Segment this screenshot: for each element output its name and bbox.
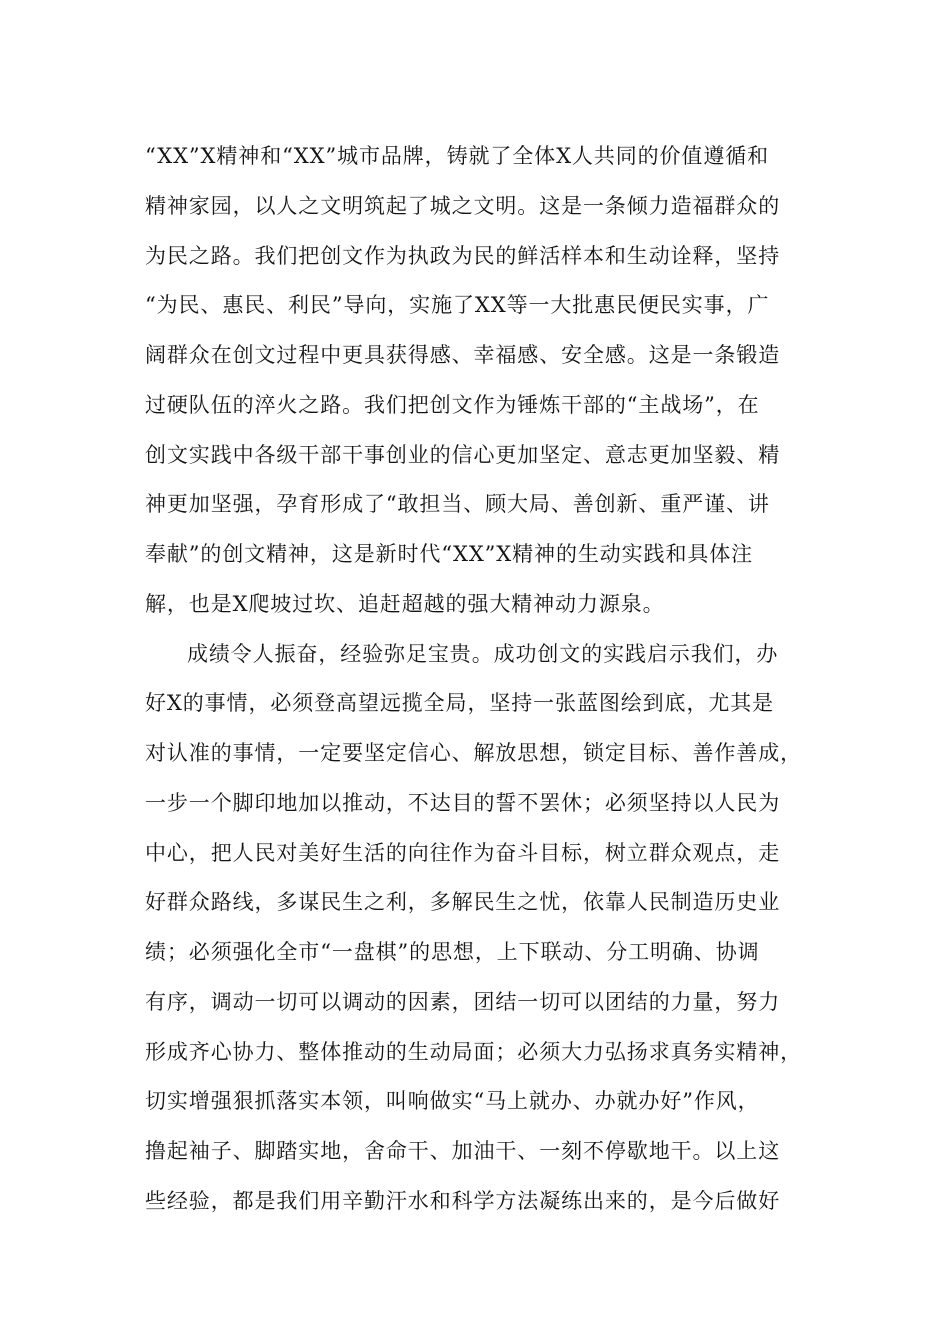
text-line: 好X的事情，必须登高望远揽全局，坚持一张蓝图绘到底，尤其是: [145, 691, 775, 716]
text-line: 奉献”的创文精神，这是新时代“XX”X精神的生动实践和具体注: [145, 542, 754, 566]
text-line: 对认准的事情，一定要坚定信心、解放思想，锁定目标、善作善成，: [145, 741, 802, 765]
text-line: 形成齐心协力、整体推动的生动局面；必须大力弘扬求真务实精神，: [145, 1039, 802, 1064]
text-line: 阔群众在创文过程中更具获得感、幸福感、安全感。这是一条锻造: [145, 343, 781, 367]
paragraph-first-line: 成绩令人振奋，经验弥足宝贵。成功创文的实践启示我们，办: [187, 641, 779, 666]
text-line: 有序，调动一切可以调动的因素，团结一切可以团结的力量，努力: [145, 989, 781, 1014]
text-line: 为民之路。我们把创文作为执政为民的鲜活样本和生动诠释，坚持: [145, 243, 781, 268]
text-line: 创文实践中各级干部干事创业的信心更加坚定、意志更加坚毅、精: [145, 442, 781, 467]
text-line: 精神家园，以人之文明筑起了城之文明。这是一条倾力造福群众的: [145, 193, 781, 218]
text-line: 切实增强狠抓落实本领，叫响做实“马上就办、办就办好”作风，: [145, 1089, 760, 1114]
text-line: 好群众路线，多谋民生之利，多解民生之忧，依靠人民制造历史业: [145, 890, 781, 915]
text-line: 绩；必须强化全市“一盘棋”的思想，上下联动、分工明确、协调: [145, 940, 760, 964]
text-line: 些经验，都是我们用辛勤汗水和科学方法凝练出来的，是今后做好: [145, 1188, 781, 1213]
body-text: [145, 132, 825, 1227]
text-line: 中心，把人民对美好生活的向往作为奋斗目标，树立群众观点，走: [145, 840, 781, 865]
text-line: “XX”X精神和“XX”城市品牌，铸就了全体X人共同的价值遵循和: [145, 144, 770, 168]
text-line: 撸起袖子、脚踏实地，舍命干、加油干、一刻不停歇地干。以上这: [145, 1139, 781, 1163]
text-line: “为民、惠民、利民”导向，实施了XX等一大批惠民便民实事，广: [145, 293, 770, 318]
text-line: 一步一个脚印地加以推动，不达目的誓不罢休；必须坚持以人民为: [145, 790, 781, 815]
text-line: 过硬队伍的淬火之路。我们把创文作为锤炼干部的“主战场”，在: [145, 392, 760, 417]
text-line: 解，也是X爬坡过坎、追赶超越的强大精神动力源泉。: [145, 591, 665, 616]
text-line: 神更加坚强，孕育形成了“敢担当、顾大局、善创新、重严谨、讲: [145, 492, 770, 517]
